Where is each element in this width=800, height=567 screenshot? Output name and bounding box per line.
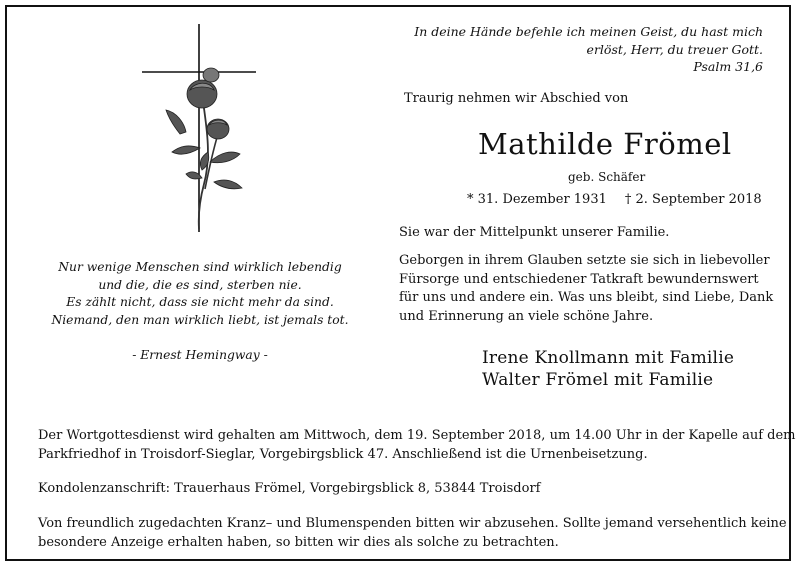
donation-line: besondere Anzeige erhalten haben, so bitten wir dies als solche zu betrachten. — [38, 535, 559, 550]
tribute-line: Geborgen in ihrem Glauben setzte sie sich in liebevoller — [399, 253, 770, 268]
condolence-address — [38, 479, 540, 498]
birth-date: * 31. Dezember 1931 — [467, 192, 607, 207]
tribute-line: und Erinnerung an viele schöne Jahre. — [399, 308, 654, 324]
psalm-line: erlöst, Herr, du treuer Gott. — [586, 41, 763, 57]
quote-line: Nur wenige Menschen sind wirklich lebendig — [58, 260, 342, 274]
cross-with-rose-icon — [142, 24, 256, 234]
donation-note — [38, 514, 787, 552]
tribute-paragraph — [399, 252, 773, 326]
service-info — [38, 426, 795, 464]
birth-name: geb. Schäfer — [568, 170, 646, 184]
tribute-heading — [399, 224, 669, 243]
family-signatures — [482, 347, 734, 391]
deceased-name: Mathilde Frömel — [478, 127, 732, 161]
service-line: Parkfriedhof in Troisdorf-Sieglar, Vorgebirgsblick 47. Anschließend ist die Urnenbeisetzung. — [38, 447, 648, 462]
quote-line: und die, die es sind, sterben nie. — [98, 277, 302, 292]
psalm-quote — [403, 23, 763, 76]
condolence-line: Kondolenzanschrift: Trauerhaus Frömel, Vorgebirgsblick 8, 53844 Troisdorf — [38, 481, 541, 496]
quote-line: Niemand, den man wirklich liebt, ist jemals tot. — [51, 312, 349, 327]
family-member: Walter Frömel mit Familie — [482, 370, 714, 390]
death-date: † 2. September 2018 — [624, 192, 762, 207]
tribute-line: Sie war der Mittelpunkt unserer Familie. — [399, 225, 670, 240]
quote-author: - Ernest Hemingway - — [132, 348, 268, 362]
tribute-line: Fürsorge und entschiedener Tatkraft bewundernswert — [399, 271, 759, 287]
hemingway-quote — [30, 259, 370, 329]
life-dates — [467, 192, 762, 207]
tribute-line: für uns und andere ein. Was uns bleibt, sind Liebe, Dank — [399, 290, 774, 305]
psalm-reference: Psalm 31,6 — [693, 59, 763, 74]
psalm-line: In deine Hände befehle ich meinen Geist, du hast mich — [414, 24, 763, 39]
family-member: Irene Knollmann mit Familie — [482, 348, 735, 368]
donation-line: Von freundlich zugedachten Kranz– und Blumenspenden bitten wir abzusehen. Sollte jemand versehentlich keine — [38, 516, 787, 531]
service-line: Der Wortgottesdienst wird gehalten am Mittwoch, dem 19. September 2018, um 14.00 Uhr in der Kapelle auf dem — [38, 428, 796, 443]
intro-text: Traurig nehmen wir Abschied von — [404, 91, 629, 106]
quote-line: Es zählt nicht, dass sie nicht mehr da sind. — [66, 295, 334, 309]
